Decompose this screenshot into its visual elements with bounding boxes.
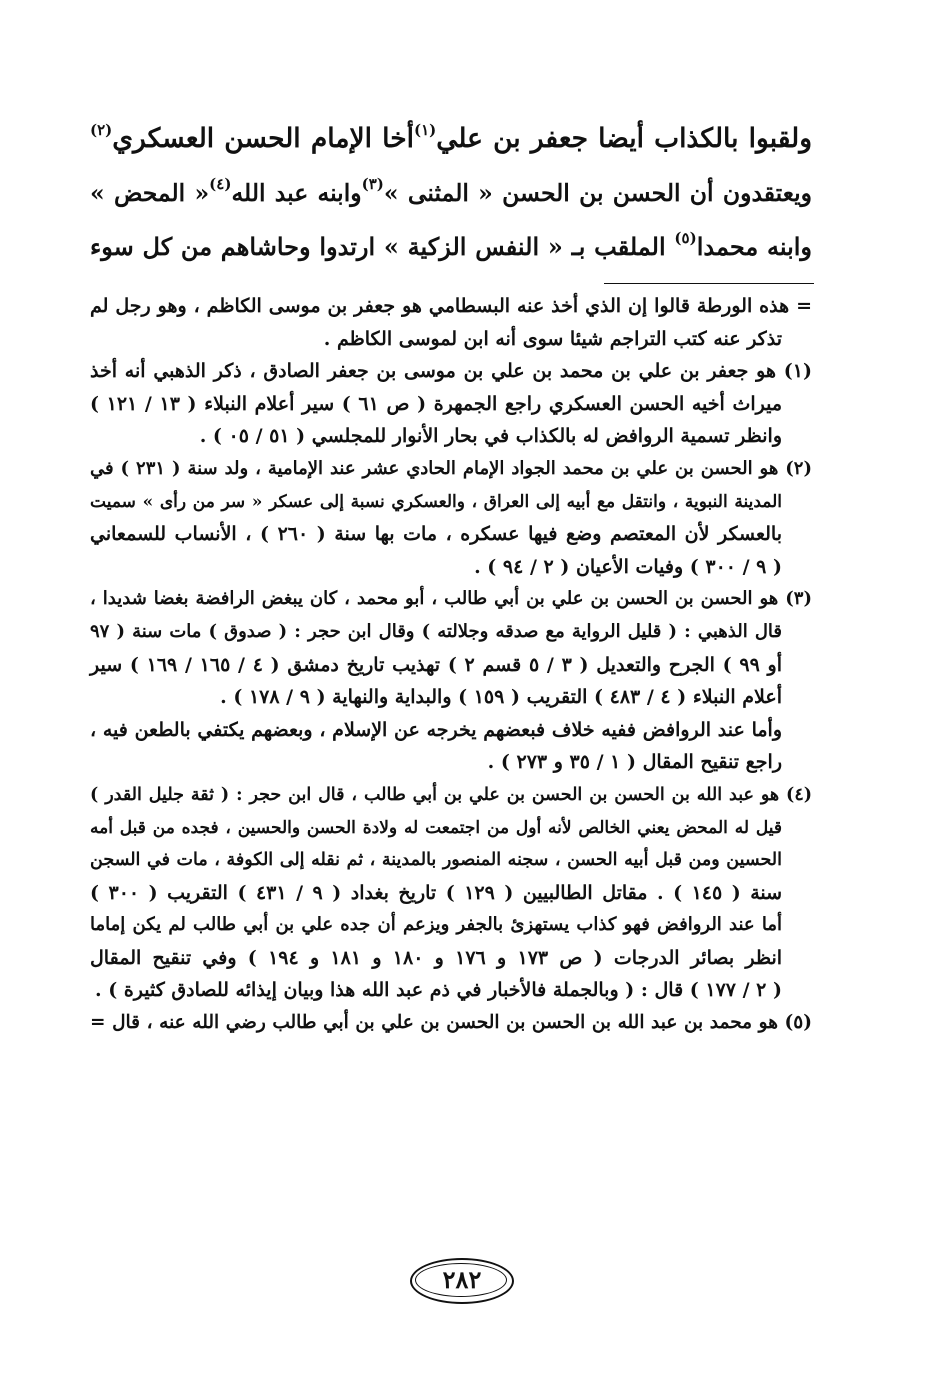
footnotes bbox=[90, 290, 812, 1040]
footnote-line: ( ٢ / ١٧٧ ) قال : ( وبالجملة فالأخبار في ذم عبد الله هذا وبيان إيذائه للصادق كثيرة ) . bbox=[95, 979, 782, 1002]
footnote-4: (٤) هو عبد الله بن الحسن بن الحسن بن علي بن أبي طالب ، قال ابن حجر : ( ثقة جليل القدر ) bbox=[90, 784, 812, 805]
text-run: أخا الإمام الحسن العسكري bbox=[112, 123, 414, 154]
footnote-line: قال الذهبي : ( قليل الرواية مع صدقه وجلالته ) وقال ابن حجر : ( صدوق ) مات سنة ( ٩٧ bbox=[90, 620, 782, 642]
footnote-line: وانظر تسمية الروافض له بالكذاب في بحار الأنوار للمجلسي ( ٥١ / ٠٥ ) . bbox=[199, 425, 782, 448]
text-run: وابنه عبد الله bbox=[231, 179, 362, 207]
text-run: « المحض » bbox=[90, 179, 210, 207]
text-run: ولقبوا بالكذاب أيضا جعفر بن علي bbox=[436, 123, 812, 154]
footnote-ref[interactable]: (١) bbox=[413, 121, 437, 139]
footnote-line: تذكر عنه كتب التراجم شيئا سوى أنه ابن لموسى الكاظم . bbox=[323, 327, 782, 350]
footnote-line: بالعسكر لأن المعتصم وضع فيها عسكره ، مات بها سنة ( ٢٦٠ ) ، الأنساب للسمعاني bbox=[90, 523, 783, 546]
main-text bbox=[90, 112, 812, 274]
footnote-2: (٢) هو الحسن بن علي بن محمد الجواد الإمام الحادي عشر عند الإمامية ، ولد سنة ( ٢٣١ ) في bbox=[90, 457, 812, 479]
footnote-ref[interactable]: (٣) bbox=[361, 175, 384, 193]
footnote-1: (١) هو جعفر بن علي بن محمد بن علي بن موسى بن جعفر الصادق ، ذكر الذهبي أنه أخذ bbox=[90, 360, 812, 383]
main-line bbox=[90, 112, 812, 166]
page-number: ٢٨٢ bbox=[442, 1265, 482, 1294]
text-run: الملقب بـ « النفس الزكية » ارتدوا وحاشاهم من كل سوء bbox=[90, 232, 675, 261]
footnote-line: وأما عند الروافض ففيه خلاف فبعضهم يخرجه عن الإسلام ، وبعضهم يكتفي بالطعن فيه ، bbox=[90, 718, 782, 741]
footnote-line: أما عند الروافض فهو كذاب يستهزئ بالجفر ويزعم أن جده علي بن أبي طالب لم يكن إماما bbox=[90, 914, 782, 936]
footnote-line: ( ٩ / ٣٠٠ ) وفيات الأعيان ( ٢ / ٩٤ ) . bbox=[474, 555, 782, 578]
footnote-3: (٣) هو الحسن بن الحسن بن علي بن أبي طالب ، أبو محمد ، كان يبغض الرافضة بغضا شديدا ، bbox=[90, 588, 812, 610]
main-line bbox=[90, 220, 812, 274]
footnote-line: = هذه الورطة قالوا إن الذي أخذ عنه البسطامي هو جعفر بن موسى الكاظم ، وهو رجل لم bbox=[90, 295, 812, 317]
footnote-separator bbox=[604, 283, 814, 284]
footnote-line: الحسين ومن قبل أبيه الحسن ، سجنه المنصور بالمدينة ، ثم نقله إلى الكوفة ، مات في السجن bbox=[90, 850, 782, 871]
footnote-5: (٥) هو محمد بن عبد الله بن الحسن بن الحسن بن علي بن أبي طالب رضي الله عنه ، قال = bbox=[90, 1012, 812, 1034]
text-run: وابنه محمدا bbox=[696, 232, 812, 261]
footnote-line: أو ٩٩ ) الجرح والتعديل ( ٣ / ٥ قسم ٢ ) تهذيب تاريخ دمشق ( ٤ / ١٦٥ / ١٦٩ ) سير bbox=[90, 653, 782, 676]
footnote-line: راجع تنقيح المقال ( ١ / ٣٥ و ٢٧٣ ) . bbox=[487, 751, 782, 774]
footnote-line: انظر بصائر الدرجات ( ص ١٧٣ و ١٧٦ و ١٨٠ و ١٨١ و ١٩٤ ) وفي تنقيح المقال bbox=[90, 946, 783, 969]
main-line bbox=[90, 166, 812, 220]
text-run: ويعتقدون أن الحسن بن الحسن « المثنى » bbox=[383, 179, 812, 207]
footnote-line: سنة ( ١٤٥ ) . مقاتل الطالبيين ( ١٢٩ ) تاريخ بغداد ( ٩ / ٤٣١ ) التقريب ( ٣٠٠ ) bbox=[90, 881, 783, 904]
page-number-badge bbox=[410, 1258, 514, 1304]
footnote-ref[interactable]: (٤) bbox=[209, 175, 232, 193]
footnote-line: ميراث أخيه الحسن العسكري راجع الجمهرة ( ص ٦١ ) سير أعلام النبلاء ( ١٣ / ١٢١ ) bbox=[90, 392, 783, 415]
footnote-ref[interactable]: (٢) bbox=[90, 121, 113, 139]
footnote-line: قيل له المحض يعني الخالص لأنه أول من اجتمعت له ولادة الحسن والحسين ، فجده من قبل أمه bbox=[90, 817, 782, 838]
footnote-ref[interactable]: (٥) bbox=[674, 229, 697, 247]
footnote-line: المدينة النبوية ، وانتقل مع أبيه إلى العراق ، والعسكري نسبة إلى عسكر « سر من رأى » سميت bbox=[90, 491, 782, 512]
footnote-line: أعلام النبلاء ( ٤ / ٤٨٣ ) التقريب ( ١٥٩ ) والبداية والنهاية ( ٩ / ١٧٨ ) . bbox=[220, 686, 782, 709]
